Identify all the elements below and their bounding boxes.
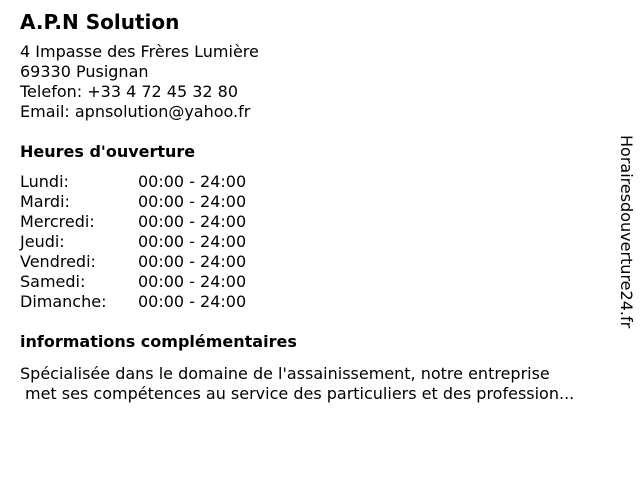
day-label: Mardi: — [20, 192, 70, 211]
day-hours: 00:00 - 24:00 — [138, 252, 247, 271]
day-hours: 00:00 - 24:00 — [138, 232, 247, 251]
hours-row-friday — [20, 252, 600, 272]
hours-row-sunday — [20, 292, 600, 312]
additional-info-heading: informations complémentaires — [20, 332, 297, 351]
hours-row-tuesday — [20, 192, 600, 212]
company-card — [20, 10, 600, 404]
contact-block — [20, 42, 600, 122]
description-line-2: met ses compétences au service des particuliers et des profession... — [25, 384, 575, 403]
day-label: Lundi: — [20, 172, 69, 191]
day-label: Mercredi: — [20, 212, 95, 231]
description-line-1: Spécialisée dans le domaine de l'assainissement, notre entreprise — [20, 364, 550, 383]
opening-hours-table — [20, 172, 600, 312]
hours-row-monday — [20, 172, 600, 192]
hours-row-saturday — [20, 272, 600, 292]
day-label: Jeudi: — [20, 232, 65, 251]
phone-number: Telefon: +33 4 72 45 32 80 — [20, 82, 239, 101]
site-watermark: Horairesdouverture24.fr — [617, 135, 636, 329]
address-line-2: 69330 Pusignan — [20, 62, 149, 81]
address-line-1: 4 Impasse des Frères Lumière — [20, 42, 259, 61]
email-address: Email: apnsolution@yahoo.fr — [20, 102, 251, 121]
day-label: Dimanche: — [20, 292, 107, 311]
day-hours: 00:00 - 24:00 — [138, 272, 247, 291]
opening-hours-heading: Heures d'ouverture — [20, 142, 196, 161]
day-hours: 00:00 - 24:00 — [138, 212, 247, 231]
day-label: Vendredi: — [20, 252, 96, 271]
hours-row-thursday — [20, 232, 600, 252]
day-hours: 00:00 - 24:00 — [138, 172, 247, 191]
day-label: Samedi: — [20, 272, 86, 291]
company-name: A.P.N Solution — [20, 10, 180, 34]
day-hours: 00:00 - 24:00 — [138, 192, 247, 211]
hours-row-wednesday — [20, 212, 600, 232]
day-hours: 00:00 - 24:00 — [138, 292, 247, 311]
